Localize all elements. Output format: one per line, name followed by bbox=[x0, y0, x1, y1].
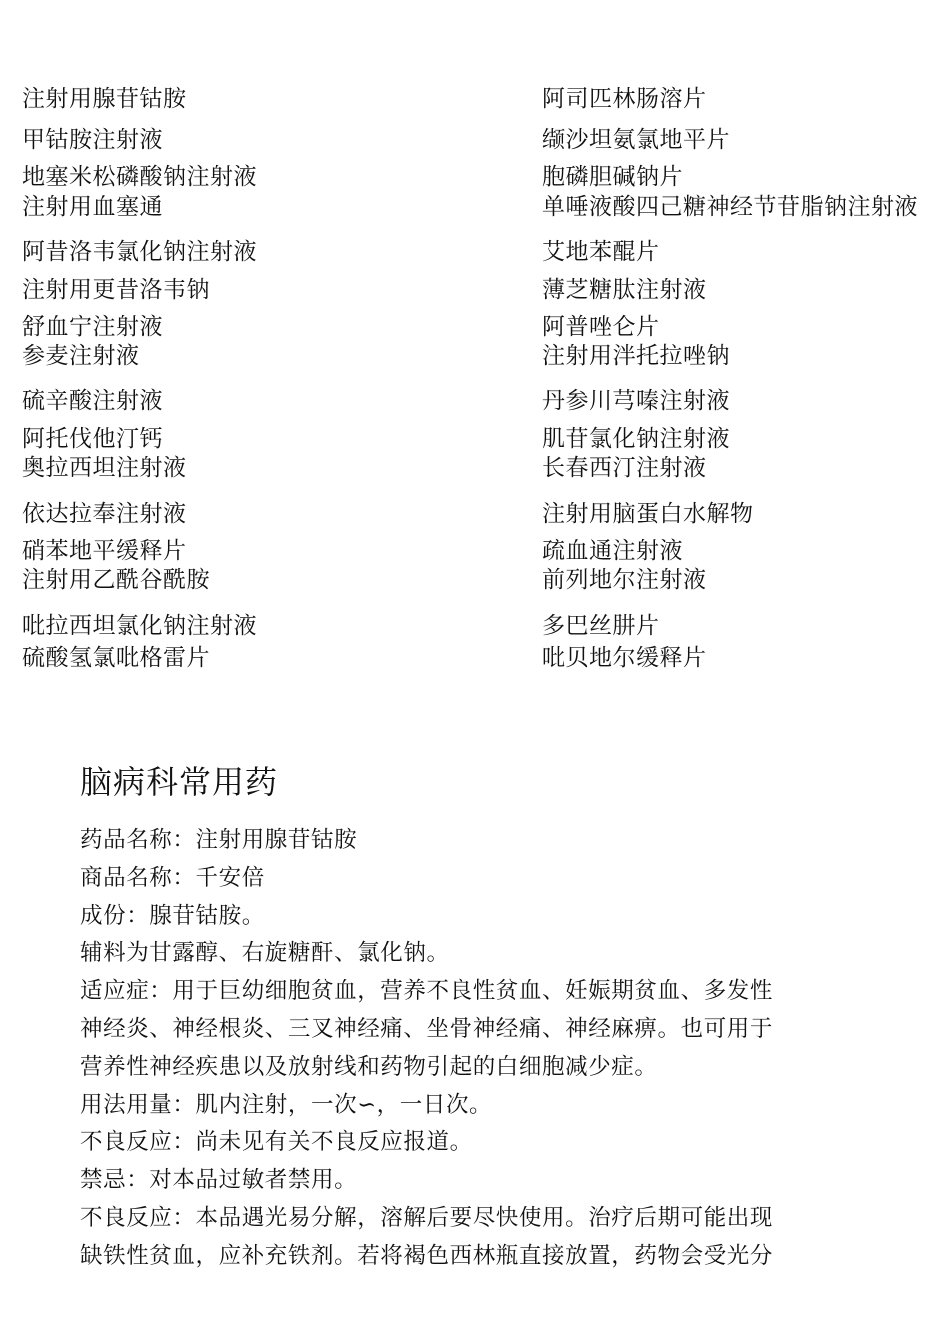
drug-item: 甲钴胺注射液 bbox=[22, 127, 163, 153]
drug-item: 长春西汀注射液 bbox=[542, 455, 707, 481]
drug-item: 依达拉奉注射液 bbox=[22, 501, 187, 527]
drug-item: 阿昔洛韦氯化钠注射液 bbox=[22, 239, 257, 265]
drug-item: 前列地尔注射液 bbox=[542, 567, 707, 593]
drug-item: 地塞米松磷酸钠注射液 bbox=[22, 164, 257, 190]
indications-line: 营养性神经疾患以及放射线和药物引起的白细胞减少症。 bbox=[80, 1053, 658, 1080]
drug-item: 胞磷胆碱钠片 bbox=[542, 164, 683, 190]
drug-item: 硝苯地平缓释片 bbox=[22, 538, 187, 564]
drug-item: 肌苷氯化钠注射液 bbox=[542, 426, 730, 452]
drug-item: 阿托伐他汀钙 bbox=[22, 426, 163, 452]
drug-item: 硫酸氢氯吡格雷片 bbox=[22, 645, 210, 671]
drug-item: 奥拉西坦注射液 bbox=[22, 455, 187, 481]
drug-item: 缬沙坦氨氯地平片 bbox=[542, 127, 730, 153]
drug-item: 注射用血塞通 bbox=[22, 194, 163, 220]
ingredients-line: 成份：腺苷钴胺。 bbox=[80, 902, 265, 929]
drug-name-line: 药品名称：注射用腺苷钴胺 bbox=[80, 827, 358, 853]
drug-item: 吡贝地尔缓释片 bbox=[542, 645, 707, 671]
drug-item: 参麦注射液 bbox=[22, 343, 140, 369]
precautions-line: 不良反应：本品遇光易分解，溶解后要尽快使用。治疗后期可能出现 bbox=[80, 1204, 774, 1231]
drug-item: 注射用更昔洛韦钠 bbox=[22, 277, 210, 303]
drug-item: 阿司匹林肠溶片 bbox=[542, 86, 707, 112]
drug-item: 舒血宁注射液 bbox=[22, 314, 163, 340]
drug-item: 吡拉西坦氯化钠注射液 bbox=[22, 613, 257, 639]
indications-line: 适应症：用于巨幼细胞贫血，营养不良性贫血、妊娠期贫血、多发性 bbox=[80, 978, 774, 1005]
contraindications-line: 禁忌：对本品过敏者禁用。 bbox=[80, 1167, 358, 1194]
trade-name-line: 商品名称：千安倍 bbox=[80, 864, 265, 891]
drug-item: 硫辛酸注射液 bbox=[22, 388, 163, 414]
drug-item: 注射用乙酰谷酰胺 bbox=[22, 567, 210, 593]
indications-line: 神经炎、神经根炎、三叉神经痛、坐骨神经痛、神经麻痹。也可用于 bbox=[80, 1015, 774, 1042]
adverse-reactions-line: 不良反应：尚未见有关不良反应报道。 bbox=[80, 1129, 473, 1156]
drug-item: 薄芝糖肽注射液 bbox=[542, 277, 707, 303]
drug-item: 疏血通注射液 bbox=[542, 538, 683, 564]
drug-item: 丹参川芎嗪注射液 bbox=[542, 388, 730, 414]
dosage-line: 用法用量：肌内注射，一次∽，一日次。 bbox=[80, 1091, 493, 1118]
drug-item: 注射用脑蛋白水解物 bbox=[542, 501, 754, 527]
drug-item: 阿普唑仑片 bbox=[542, 314, 660, 340]
excipients-line: 辅料为甘露醇、右旋糖酐、氯化钠。 bbox=[80, 940, 450, 967]
drug-item: 单唾液酸四己糖神经节苷脂钠注射液 bbox=[542, 194, 918, 220]
section-title: 脑病科常用药 bbox=[80, 763, 279, 801]
precautions-line: 缺铁性贫血，应补充铁剂。若将褐色西林瓶直接放置，药物会受光分 bbox=[80, 1242, 774, 1269]
drug-detail-block bbox=[80, 822, 850, 1276]
drug-item: 注射用泮托拉唑钠 bbox=[542, 343, 730, 369]
drug-item: 多巴丝肼片 bbox=[542, 613, 660, 639]
drug-item: 艾地苯醌片 bbox=[542, 239, 660, 265]
drug-item: 注射用腺苷钴胺 bbox=[22, 86, 187, 112]
